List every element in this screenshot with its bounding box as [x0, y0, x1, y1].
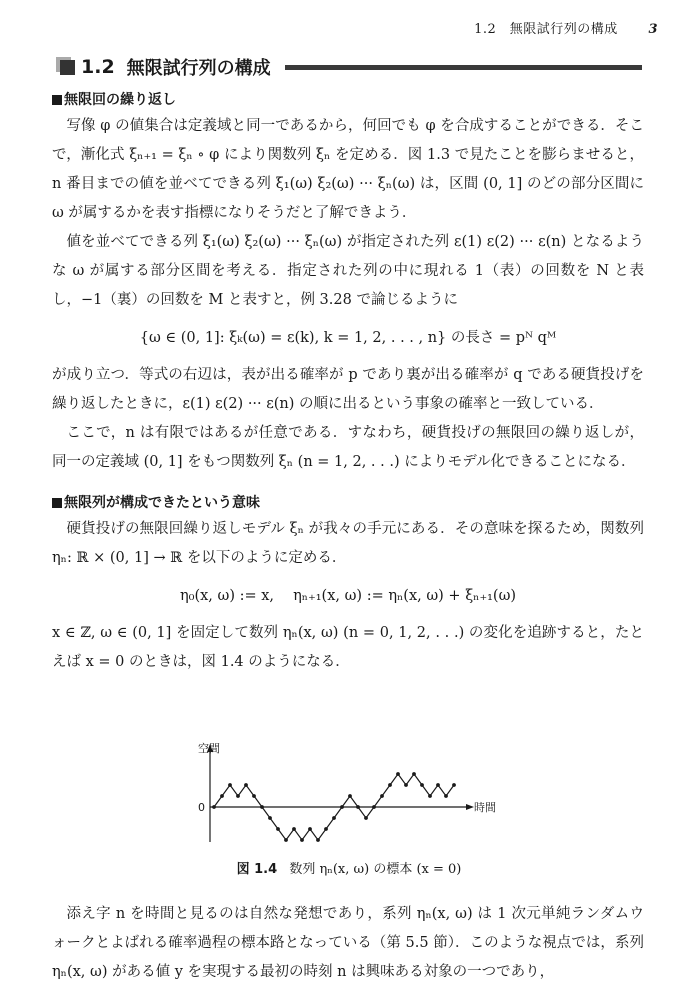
section-heading	[52, 52, 642, 82]
paragraph: が成り立つ．等式の右辺は，表が出る確率が p であり裏が出る確率が q である硬貨投げを繰り返したときに，ε(1) ε(2) ··· ε(n) の順に出るという事象の確率と一致している．	[52, 367, 644, 412]
figure-caption	[0, 858, 698, 877]
walk-point	[420, 783, 424, 787]
section-marker-icon	[60, 60, 75, 75]
x-axis-label: 時間	[474, 801, 496, 814]
walk-point	[284, 838, 288, 842]
paragraph: 値を並べてできる列 ξ₁(ω) ξ₂(ω) ··· ξₙ(ω) が指定された列 ε(1) ε(2) ··· ε(n) となるような ω が属する部分区間を考える．指定された列の中に現れる 1（表）の回数を N と表し，−1（裏）の回数を M と表すと，例 3.28 で論じるように	[52, 234, 644, 308]
walk-point	[244, 783, 248, 787]
walk-point	[444, 794, 448, 798]
walk-point	[252, 794, 256, 798]
paragraph: 写像 φ の値集合は定義域と同一であるから，何回でも φ を合成することができる．そこで，漸化式 ξₙ₊₁ = ξₙ ∘ φ により関数列 ξₙ を定める．図 1.3 で見たことを膨らませると，n 番目までの値を並べてできる列 ξ₁(ω) ξ₂(ω) ··· ξₙ(ω) は，区間 (0, 1] のどの部分区間に ω が属するかを表す指標になりそうだと了解できよう．	[52, 118, 644, 221]
paragraph: 硬貨投げの無限回繰り返しモデル ξₙ が我々の手元にある．その意味を探るため，関数列 ηₙ: ℝ × (0, 1] → ℝ を以下のように定める．	[52, 521, 644, 566]
walk-point	[348, 794, 352, 798]
walk-point	[372, 805, 376, 809]
walk-point	[260, 805, 264, 809]
walk-point	[428, 794, 432, 798]
subsection-heading: 無限回の繰り返し	[52, 88, 644, 112]
walk-point	[276, 827, 280, 831]
figure-caption-text: 数列 ηₙ(x, ω) の標本 (x = 0)	[289, 862, 462, 877]
display-equation: {ω ∈ (0, 1]: ξₖ(ω) = ε(k), k = 1, 2, . . . , n} の長さ = pᴺ qᴹ	[139, 330, 557, 346]
paragraph: 添え字 n を時間と見るのは自然な発想であり，系列 ηₙ(x, ω) は 1 次元単純ランダムウォークとよばれる確率過程の標本路となっている（第 5.5 節）．このような視点では，系列 ηₙ(x, ω) がある値 y を実現する最初の時刻 n は興味ある対象の一つであり，	[52, 906, 644, 980]
walk-point	[412, 772, 416, 776]
walk-point	[436, 783, 440, 787]
section-title: 無限試行列の構成	[126, 58, 271, 79]
walk-point	[364, 816, 368, 820]
walk-point	[220, 794, 224, 798]
y-axis-label: 空間	[198, 742, 220, 755]
subsection-heading: 無限列が構成できたという意味	[52, 491, 644, 515]
walk-point	[340, 805, 344, 809]
walk-point	[452, 783, 456, 787]
walk-point	[236, 794, 240, 798]
walk-point	[380, 794, 384, 798]
walk-point	[324, 827, 328, 831]
bullet-square-icon	[52, 498, 62, 508]
paragraph: x ∈ ℤ, ω ∈ (0, 1] を固定して数列 ηₙ(x, ω) (n = 0, 1, 2, . . .) の変化を追跡すると，たとえば x = 0 のときは，図 1.4 のようになる．	[52, 625, 644, 670]
bullet-square-icon	[52, 95, 62, 105]
walk-point	[212, 805, 216, 809]
closing-text	[52, 900, 644, 987]
walk-point	[332, 816, 336, 820]
walk-point	[404, 783, 408, 787]
walk-point	[268, 816, 272, 820]
paragraph: ここで，n は有限ではあるが任意である．すなわち，硬貨投げの無限回の繰り返しが，同一の定義域 (0, 1] をもつ関数列 ξₙ (n = 1, 2, . . .) によりモデル化できることになる．	[52, 425, 644, 470]
walk-point	[300, 838, 304, 842]
walk-point	[396, 772, 400, 776]
walk-point	[356, 805, 360, 809]
walk-point	[308, 827, 312, 831]
walk-point	[292, 827, 296, 831]
display-equation: η₀(x, ω) := x, ηₙ₊₁(x, ω) := ηₙ(x, ω) + ξₙ₊₁(ω)	[179, 588, 517, 604]
figure-label: 図 1.4	[236, 862, 278, 877]
running-head	[474, 18, 658, 37]
main-text	[52, 88, 644, 677]
section-rule	[285, 65, 642, 70]
walk-point	[316, 838, 320, 842]
running-head-title: 1.2 無限試行列の構成	[474, 22, 618, 37]
x-axis-arrow	[466, 804, 474, 810]
page-number: 3	[648, 22, 658, 37]
section-number: 1.2	[81, 56, 115, 78]
walk-point	[228, 783, 232, 787]
origin-label: 0	[198, 801, 205, 814]
walk-point	[388, 783, 392, 787]
random-walk-chart	[180, 740, 510, 855]
